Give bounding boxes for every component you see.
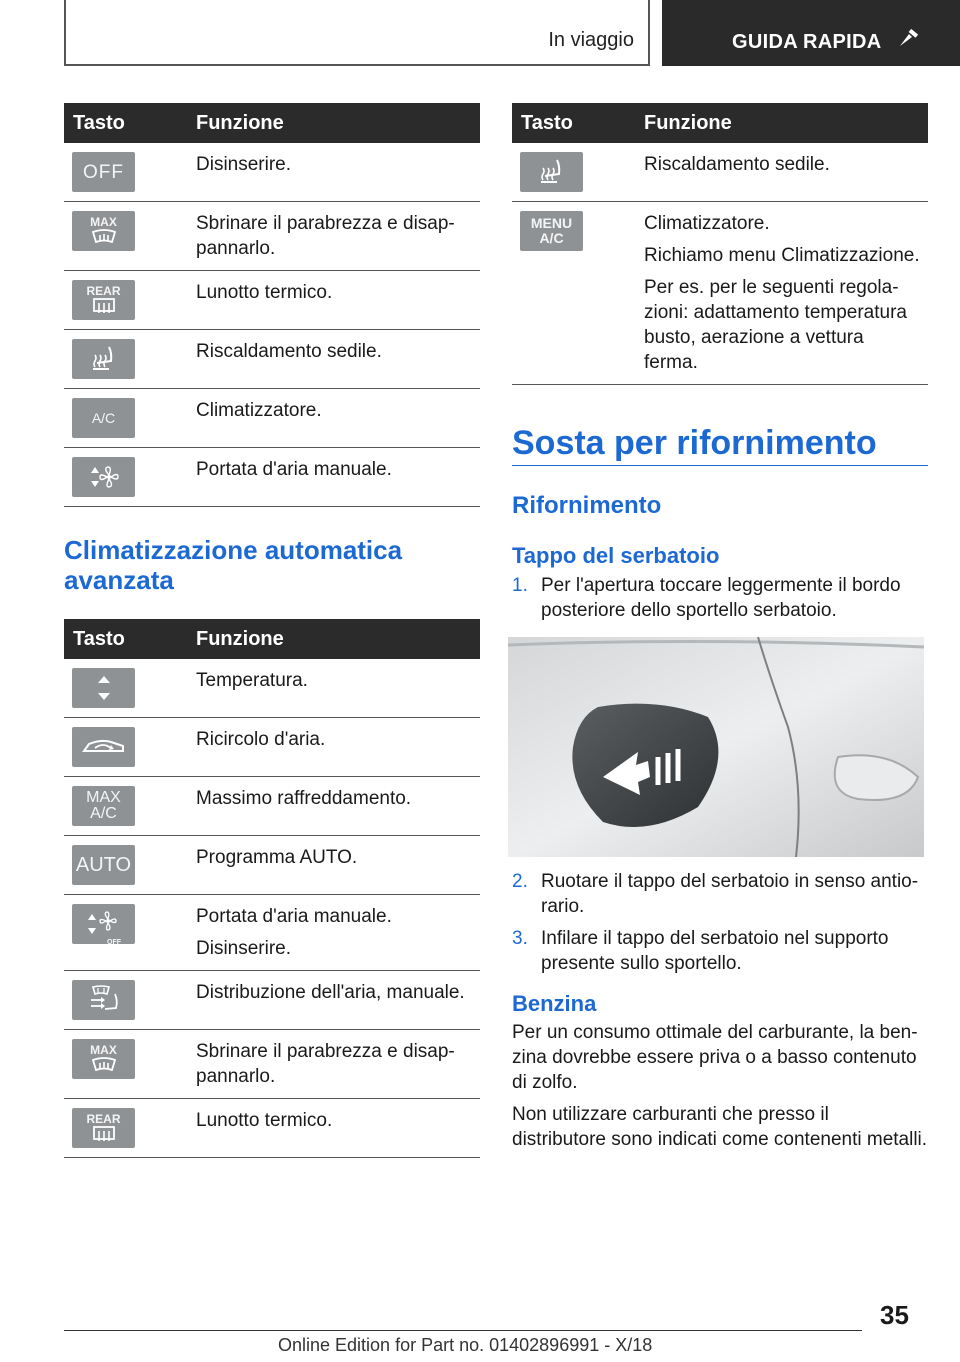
table-row [64, 836, 480, 895]
header-section-box [64, 0, 650, 66]
menu-ac-icon: MENU A/C [520, 211, 583, 251]
function-text: Per es. per le seguenti regola-zioni: adattamento temperatura busto, aerazione a vettura ferma. [644, 277, 907, 373]
rear-window-heating-icon: REAR [72, 1108, 135, 1148]
benzina-paragraph: Per un consumo ottimale del carburante, la ben-zina dovrebbe essere priva o a basso contenuto di zolfo. [512, 1022, 918, 1093]
key-table-3 [512, 103, 928, 385]
footer-rule [64, 1330, 862, 1331]
temperature-icon [72, 668, 135, 708]
page-number: 35 [880, 1300, 909, 1330]
rear-window-heating-icon: REAR [72, 280, 135, 320]
air-distribution-icon [72, 980, 135, 1020]
col-header-key: Tasto [64, 619, 184, 659]
air-flow-off-icon: OFF [72, 904, 135, 944]
function-text: Richiamo menu Climatizzazione. [644, 245, 920, 266]
max-ac-icon: MAX A/C [72, 786, 135, 826]
seat-heating-icon [520, 152, 583, 192]
heading-benzina: Benzina [512, 991, 597, 1016]
function-text: Programma AUTO. [196, 847, 358, 868]
function-text: Portata d'aria manuale. [196, 906, 392, 927]
function-text: Sbrinare il parabrezza e disap-pannarlo. [196, 213, 455, 259]
function-text: Climatizzatore. [644, 213, 770, 234]
steps-list-1 [512, 573, 928, 623]
auto-icon: AUTO [72, 845, 135, 885]
table-row [64, 271, 480, 330]
function-text: Lunotto termico. [196, 282, 333, 303]
table-row [64, 202, 480, 271]
table-row [64, 659, 480, 718]
table-row [64, 389, 480, 448]
header-chapter-label: GUIDA RAPIDA [732, 31, 882, 53]
off-button-icon: OFF [72, 152, 135, 192]
table-row [64, 448, 480, 507]
table-row [512, 143, 928, 202]
function-text: Climatizzatore. [196, 400, 322, 421]
table-row [64, 971, 480, 1030]
quick-guide-icon [898, 28, 920, 48]
max-defrost-icon: MAX [72, 211, 135, 251]
table-row [64, 895, 480, 971]
col-header-function: Funzione [632, 103, 928, 143]
col-header-function: Funzione [184, 619, 480, 659]
function-text: Temperatura. [196, 670, 308, 691]
function-text: Distribuzione dell'aria, manuale. [196, 982, 465, 1003]
function-text: Disinserire. [196, 154, 292, 175]
table-row [64, 1030, 480, 1099]
key-table-2 [64, 619, 480, 1158]
col-header-function: Funzione [184, 103, 480, 143]
recirculation-icon [72, 727, 135, 767]
function-text: Portata d'aria manuale. [196, 459, 392, 480]
list-item: 1. Per l'apertura toccare leggermente il bordo posteriore dello sportello serbatoio. [512, 575, 901, 621]
seat-heating-icon [72, 339, 135, 379]
header-section-label: In viaggio [548, 29, 634, 51]
table-row [64, 718, 480, 777]
function-text: Riscaldamento sedile. [196, 341, 382, 362]
table-row [64, 330, 480, 389]
air-flow-icon [72, 457, 135, 497]
ac-icon: A/C [72, 398, 135, 438]
subsection-heading-refuel: Rifornimento [512, 492, 662, 519]
table-row [512, 202, 928, 385]
right-column [512, 103, 928, 1152]
list-item: 2. Ruotare il tappo del serbatoio in senso antio-rario. [512, 871, 919, 917]
key-table-1 [64, 103, 480, 507]
table-row [64, 143, 480, 202]
function-text: Ricircolo d'aria. [196, 729, 326, 750]
fuel-flap-photo [508, 637, 924, 857]
section-heading-refuel: Sosta per rifornimento [512, 423, 928, 466]
function-text: Lunotto termico. [196, 1110, 333, 1131]
left-column [64, 103, 480, 1158]
list-item: 3. Infilare il tappo del serbatoio nel supporto presente sullo sportello. [512, 928, 889, 974]
section-heading-auto-climate: Climatizzazione automatica avanzata [64, 535, 403, 595]
footer-edition: Online Edition for Part no. 01402896991 - X/18 [278, 1335, 653, 1355]
max-defrost-icon: MAX [72, 1039, 135, 1079]
function-text: Riscaldamento sedile. [644, 154, 830, 175]
function-text: Massimo raffreddamento. [196, 788, 412, 809]
steps-list-2 [512, 869, 928, 976]
table-row [64, 1099, 480, 1158]
col-header-key: Tasto [512, 103, 632, 143]
benzina-paragraph: Non utilizzare carburanti che presso il distributore sono indicati come contenenti metalli. [512, 1104, 928, 1150]
heading-tank-cap: Tappo del serbatoio [512, 543, 720, 568]
function-text: Disinserire. [196, 938, 292, 959]
header-chapter-tab[interactable] [662, 0, 960, 66]
function-text: Sbrinare il parabrezza e disap-pannarlo. [196, 1041, 455, 1087]
col-header-key: Tasto [64, 103, 184, 143]
table-row [64, 777, 480, 836]
